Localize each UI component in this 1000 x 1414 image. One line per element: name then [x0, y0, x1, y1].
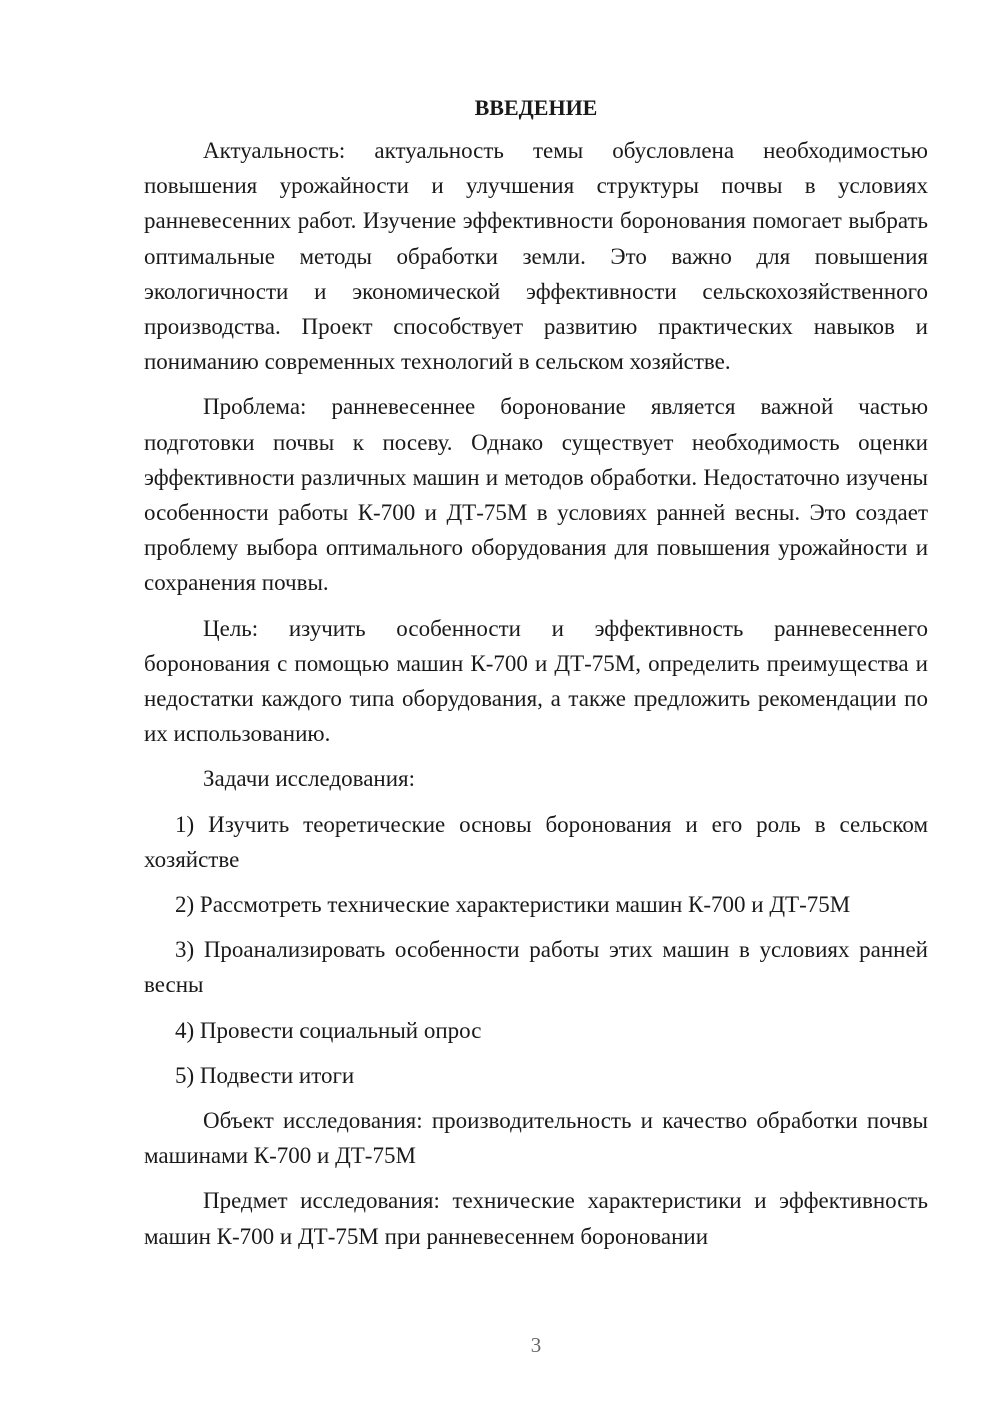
task-item-1: 1) Изучить теоретические основы боронования и его роль в сельском хозяйстве — [144, 811, 928, 872]
paragraph-relevance: Актуальность: актуальность темы обусловлена необходимостью повышения урожайности и улучшения структуры почвы в условиях ранневесенних работ. Изучение эффективности боронования помогает выбрать оптимальные методы обработки земли. Это важно для повышения экологичности и экономической эффективности сельскохозяйственного производства. Проект способствует развитию практических навыков и пониманию современных технологий в сельском хозяйстве. — [144, 138, 928, 375]
task-item-5: 5) Подвести итоги — [175, 1062, 355, 1088]
paragraph-object: Объект исследования: производительность и качество обработки почвы машинами К-700 и ДТ-75М — [144, 1108, 928, 1169]
page-number: 3 — [530, 1333, 542, 1357]
paragraph-subject: Предмет исследования: технические характеристики и эффективность машин К-700 и ДТ-75М при ранневесеннем бороновании — [144, 1188, 928, 1249]
page-content — [144, 93, 928, 1264]
task-item-2: 2) Рассмотреть технические характеристики машин К-700 и ДТ-75М — [175, 892, 851, 918]
page-title: ВВЕДЕНИЕ — [474, 95, 598, 120]
task-item-3: 3) Проанализировать особенности работы этих машин в условиях ранней весны — [144, 937, 928, 998]
paragraph-goal: Цель: изучить особенности и эффективность ранневесеннего боронования с помощью машин К-700 и ДТ-75М, определить преимущества и недостатки каждого типа оборудования, а также предложить рекомендации по их использованию. — [144, 615, 928, 747]
tasks-heading: Задачи исследования: — [203, 766, 416, 792]
paragraph-problem: Проблема: ранневесеннее боронование является важной частью подготовки почвы к посеву. Однако существует необходимость оценки эффективности различных машин и методов обработки. Недостаточно изучены особенности работы К-700 и ДТ-75М в условиях ранней весны. Это создает проблему выбора оптимального оборудования для повышения урожайности и сохранения почвы. — [144, 394, 928, 596]
task-item-4: 4) Провести социальный опрос — [175, 1017, 482, 1043]
